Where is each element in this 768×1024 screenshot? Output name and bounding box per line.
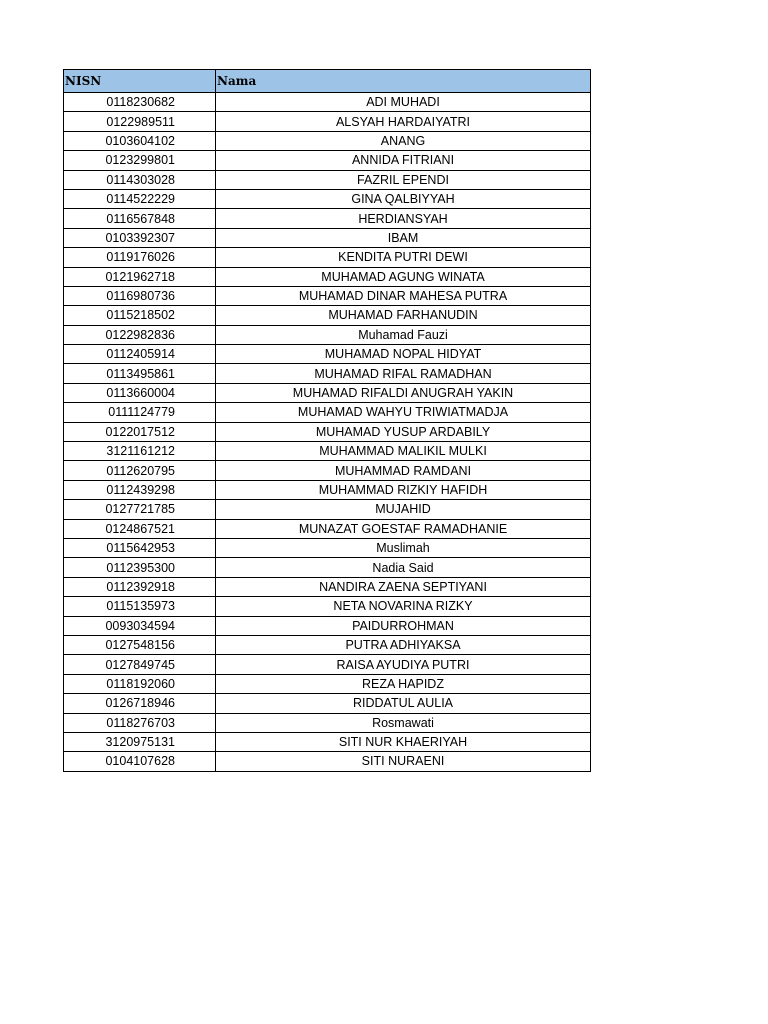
table-row	[64, 500, 591, 519]
table-row	[64, 694, 591, 713]
cell-nama: Muhamad Fauzi	[216, 325, 591, 344]
table-body	[64, 93, 591, 772]
cell-nama: MUHAMAD FARHANUDIN	[216, 306, 591, 325]
cell-nisn: 0124867521	[64, 519, 216, 538]
cell-nama: ALSYAH HARDAIYATRI	[216, 112, 591, 131]
cell-nama: GINA QALBIYYAH	[216, 189, 591, 208]
cell-nama: MUJAHID	[216, 500, 591, 519]
table-row	[64, 267, 591, 286]
cell-nisn: 0127548156	[64, 635, 216, 654]
table-row	[64, 422, 591, 441]
cell-nisn: 0112405914	[64, 345, 216, 364]
cell-nisn: 0111124779	[64, 403, 216, 422]
cell-nama: SITI NUR KHAERIYAH	[216, 732, 591, 751]
cell-nisn: 0122989511	[64, 112, 216, 131]
cell-nama: Muslimah	[216, 538, 591, 557]
cell-nisn: 3121161212	[64, 442, 216, 461]
cell-nama: MUHAMAD RIFALDI ANUGRAH YAKIN	[216, 383, 591, 402]
cell-nama: RIDDATUL AULIA	[216, 694, 591, 713]
cell-nisn: 0112395300	[64, 558, 216, 577]
cell-nama: PUTRA ADHIYAKSA	[216, 635, 591, 654]
table-row	[64, 383, 591, 402]
cell-nama: MUHAMAD RIFAL RAMADHAN	[216, 364, 591, 383]
table-row	[64, 93, 591, 112]
cell-nama: HERDIANSYAH	[216, 209, 591, 228]
table-row	[64, 674, 591, 693]
cell-nisn: 0119176026	[64, 248, 216, 267]
cell-nama: ANANG	[216, 131, 591, 150]
cell-nama: KENDITA PUTRI DEWI	[216, 248, 591, 267]
cell-nisn: 0127849745	[64, 655, 216, 674]
cell-nisn: 0113495861	[64, 364, 216, 383]
cell-nama: NANDIRA ZAENA SEPTIYANI	[216, 577, 591, 596]
table-row	[64, 364, 591, 383]
cell-nisn: 0122017512	[64, 422, 216, 441]
table-row	[64, 345, 591, 364]
table-row	[64, 170, 591, 189]
table-row	[64, 713, 591, 732]
cell-nama: MUHAMMAD RIZKIY HAFIDH	[216, 480, 591, 499]
cell-nisn: 0116567848	[64, 209, 216, 228]
table-row	[64, 558, 591, 577]
table-row	[64, 286, 591, 305]
table-row	[64, 538, 591, 557]
cell-nisn: 0114303028	[64, 170, 216, 189]
cell-nisn: 0115642953	[64, 538, 216, 557]
cell-nisn: 0116980736	[64, 286, 216, 305]
cell-nisn: 0121962718	[64, 267, 216, 286]
cell-nama: ADI MUHADI	[216, 93, 591, 112]
cell-nisn: 0104107628	[64, 752, 216, 771]
cell-nisn: 0118192060	[64, 674, 216, 693]
cell-nama: IBAM	[216, 228, 591, 247]
cell-nisn: 0093034594	[64, 616, 216, 635]
cell-nama: MUHAMAD AGUNG WINATA	[216, 267, 591, 286]
table-row	[64, 577, 591, 596]
cell-nisn: 0112392918	[64, 577, 216, 596]
table-row	[64, 403, 591, 422]
cell-nama: MUHAMAD YUSUP ARDABILY	[216, 422, 591, 441]
cell-nisn: 0123299801	[64, 151, 216, 170]
cell-nisn: 0112439298	[64, 480, 216, 499]
cell-nama: MUHAMMAD MALIKIL MULKI	[216, 442, 591, 461]
cell-nama: Rosmawati	[216, 713, 591, 732]
table-row	[64, 442, 591, 461]
table-row	[64, 597, 591, 616]
cell-nisn: 0114522229	[64, 189, 216, 208]
table-row	[64, 732, 591, 751]
table-row	[64, 480, 591, 499]
table-row	[64, 752, 591, 771]
cell-nama: SITI NURAENI	[216, 752, 591, 771]
table-row	[64, 616, 591, 635]
cell-nama: RAISA AYUDIYA PUTRI	[216, 655, 591, 674]
cell-nisn: 0126718946	[64, 694, 216, 713]
table-header-row	[64, 70, 591, 93]
table-row	[64, 306, 591, 325]
cell-nama: MUHAMAD WAHYU TRIWIATMADJA	[216, 403, 591, 422]
cell-nama: FAZRIL EPENDI	[216, 170, 591, 189]
table-row	[64, 151, 591, 170]
student-list-sheet	[63, 69, 590, 772]
header-nisn: NISN	[64, 70, 216, 93]
header-nama: Nama	[216, 70, 591, 93]
cell-nisn: 0122982836	[64, 325, 216, 344]
table-row	[64, 635, 591, 654]
table-row	[64, 209, 591, 228]
table-row	[64, 248, 591, 267]
table-row	[64, 228, 591, 247]
cell-nama: MUHAMMAD RAMDANI	[216, 461, 591, 480]
cell-nama: MUHAMAD DINAR MAHESA PUTRA	[216, 286, 591, 305]
cell-nama: ANNIDA FITRIANI	[216, 151, 591, 170]
cell-nama: MUHAMAD NOPAL HIDYAT	[216, 345, 591, 364]
cell-nisn: 0103392307	[64, 228, 216, 247]
cell-nisn: 0115135973	[64, 597, 216, 616]
cell-nisn: 0127721785	[64, 500, 216, 519]
student-table	[63, 69, 591, 772]
table-row	[64, 325, 591, 344]
cell-nisn: 0118230682	[64, 93, 216, 112]
cell-nisn: 0113660004	[64, 383, 216, 402]
table-row	[64, 112, 591, 131]
cell-nama: NETA NOVARINA RIZKY	[216, 597, 591, 616]
cell-nisn: 0112620795	[64, 461, 216, 480]
cell-nama: MUNAZAT GOESTAF RAMADHANIE	[216, 519, 591, 538]
table-row	[64, 519, 591, 538]
table-row	[64, 655, 591, 674]
cell-nisn: 0103604102	[64, 131, 216, 150]
table-row	[64, 131, 591, 150]
cell-nama: Nadia Said	[216, 558, 591, 577]
cell-nama: REZA HAPIDZ	[216, 674, 591, 693]
table-row	[64, 461, 591, 480]
cell-nisn: 3120975131	[64, 732, 216, 751]
cell-nisn: 0118276703	[64, 713, 216, 732]
cell-nama: PAIDURROHMAN	[216, 616, 591, 635]
cell-nisn: 0115218502	[64, 306, 216, 325]
table-row	[64, 189, 591, 208]
